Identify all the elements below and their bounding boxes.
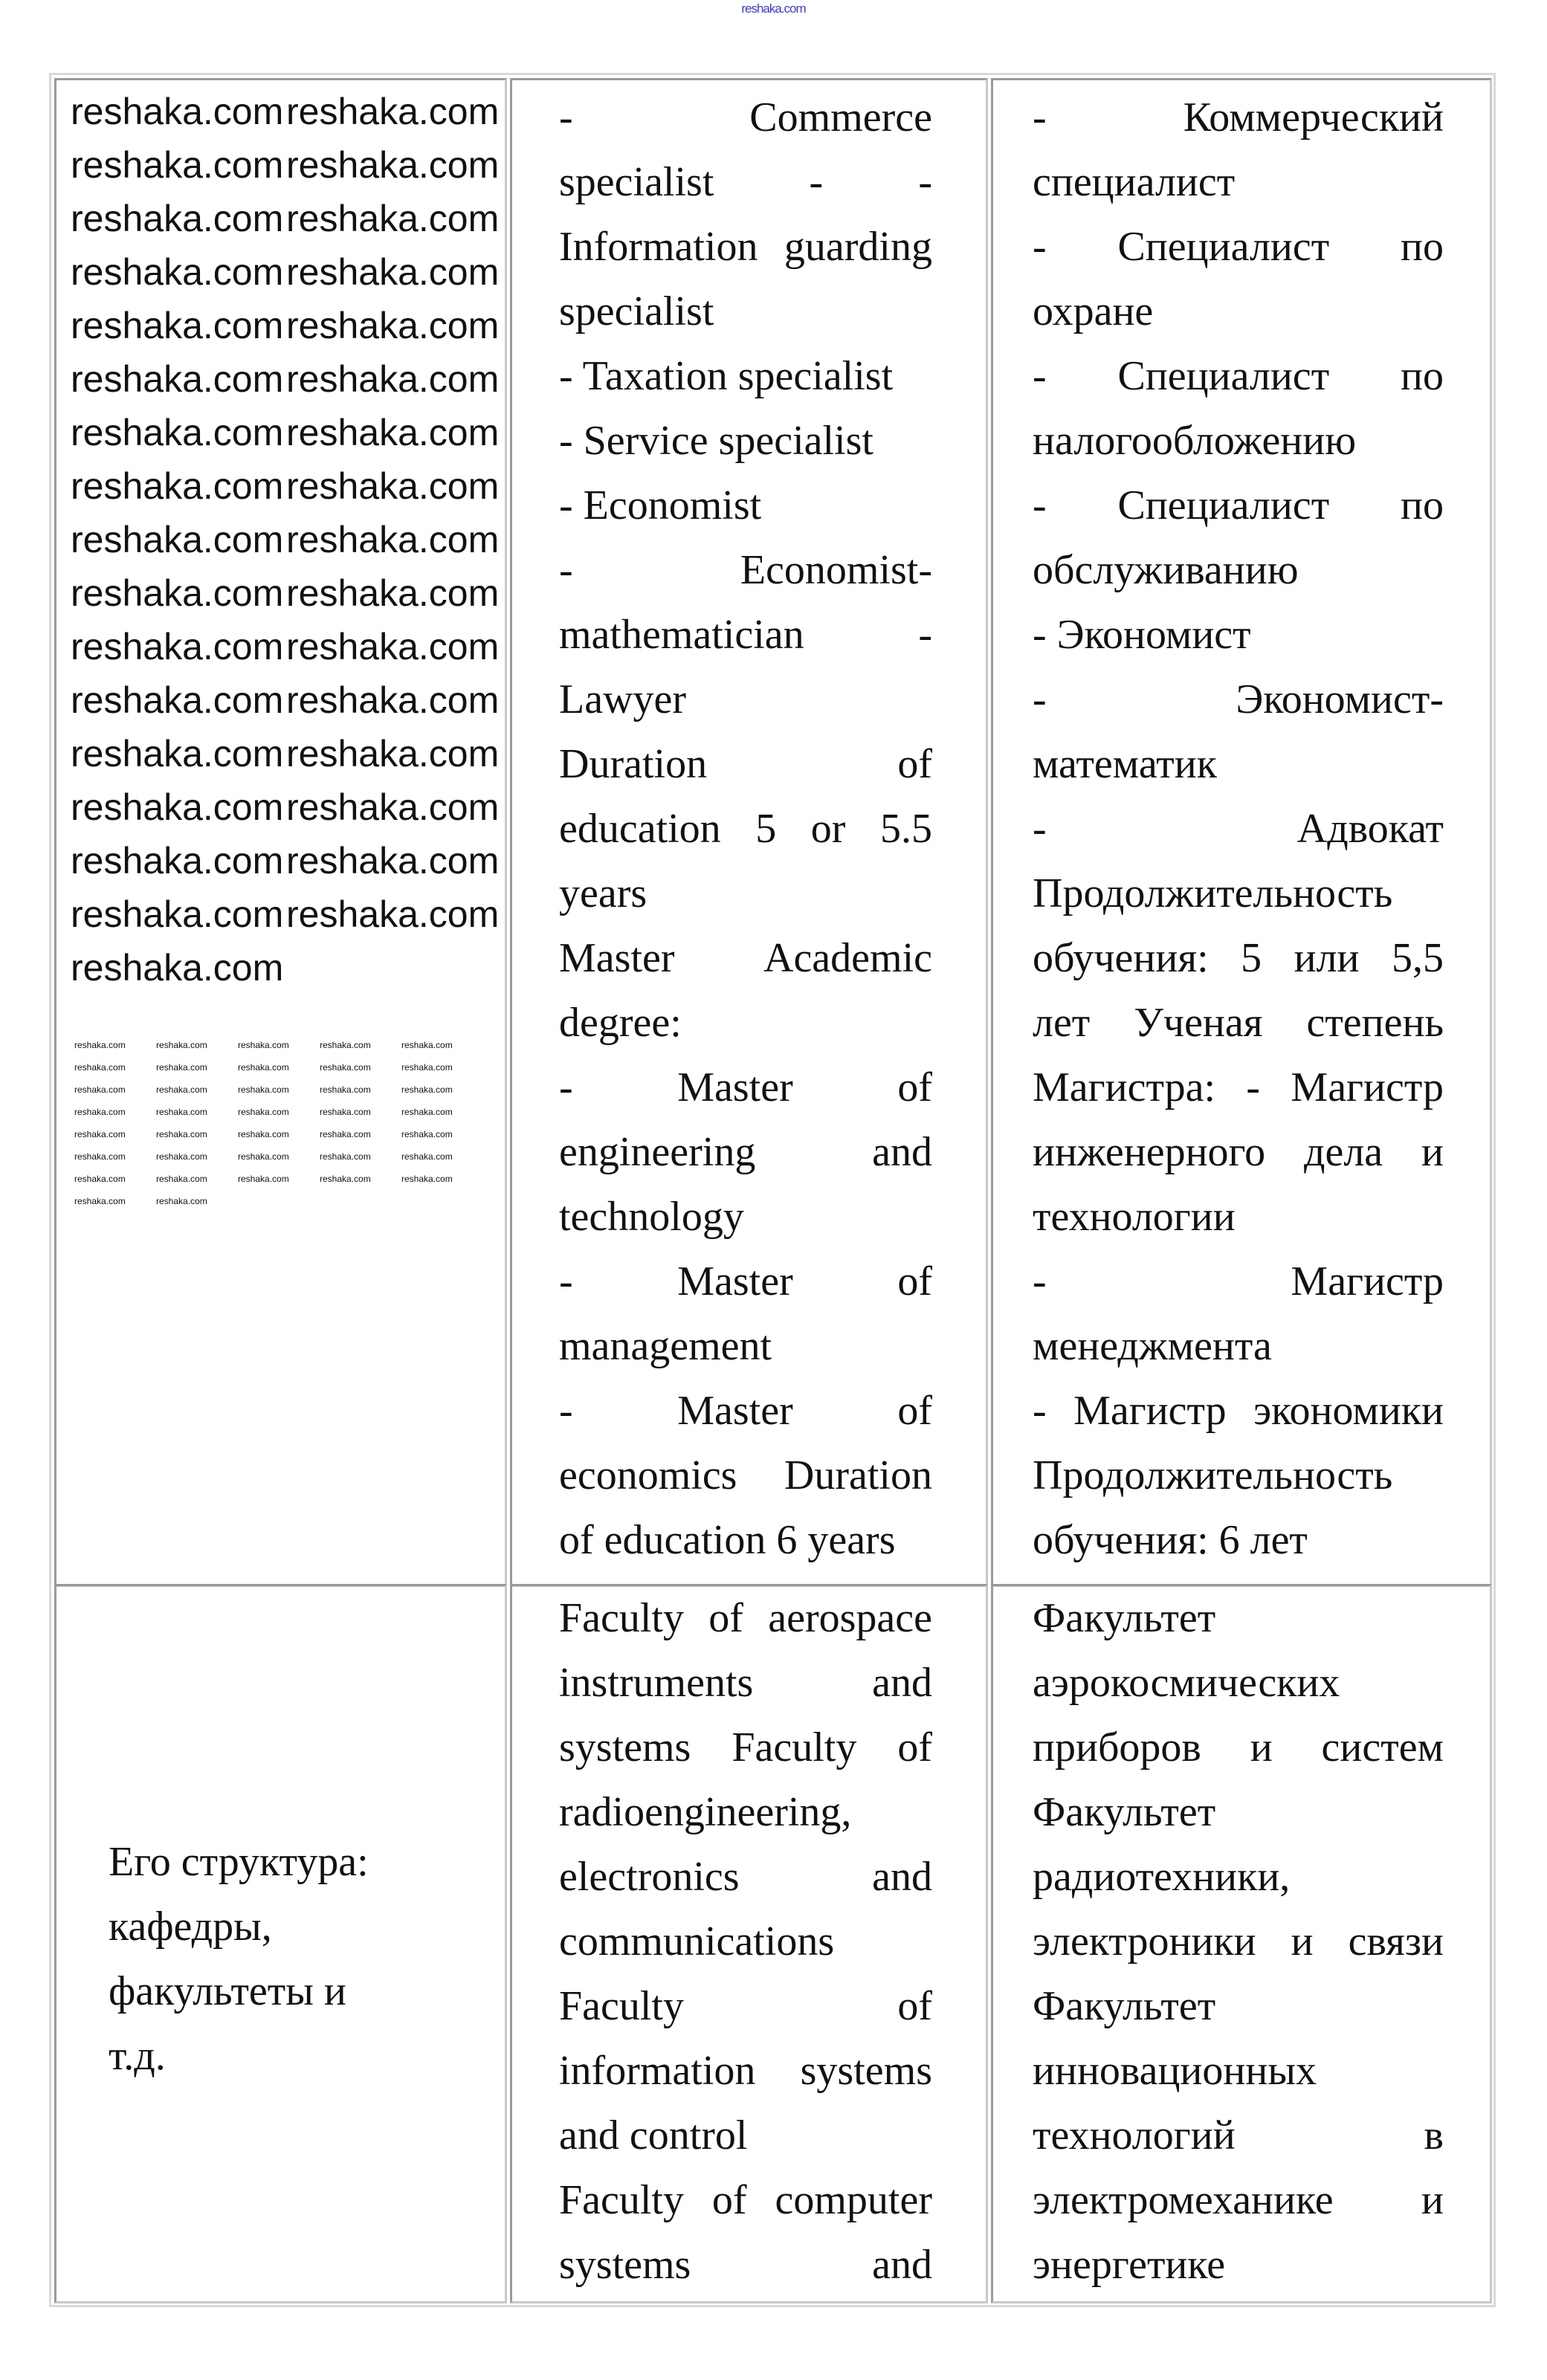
text-line: обслуживанию: [1033, 547, 1299, 593]
text-line: Faculty of: [559, 1983, 932, 2029]
text-line: кафедры,: [109, 1904, 272, 1950]
text-line: technology: [559, 1194, 744, 1240]
watermark-text-small: reshaka.com: [74, 1174, 126, 1184]
watermark-text: reshaka.com: [71, 519, 284, 560]
text-line: information systems: [559, 2048, 932, 2094]
watermark-text-small: reshaka.com: [401, 1129, 453, 1139]
text-line: economics Duration: [559, 1452, 932, 1498]
text-line: лет Ученая степень: [1033, 1000, 1444, 1046]
row1-russian-cell: [991, 78, 1492, 1587]
watermark-text: reshaka.com: [71, 733, 284, 775]
degrees-table: [49, 73, 1496, 2307]
row2-english-text: [559, 1586, 932, 2297]
text-line: электромеханике и: [1033, 2177, 1444, 2223]
watermark-text: reshaka.com: [71, 465, 284, 507]
text-line: энергетике: [1033, 2242, 1226, 2288]
text-line: - Экономист-: [1033, 676, 1444, 722]
watermark-text-small: reshaka.com: [401, 1174, 453, 1184]
text-line: - Адвокат: [1033, 806, 1444, 852]
watermark-text-small: reshaka.com: [238, 1084, 289, 1095]
watermark-text: reshaka.com: [286, 679, 500, 721]
watermark-text-small: reshaka.com: [401, 1062, 453, 1073]
text-line: - Магистр экономики: [1033, 1388, 1444, 1434]
text-line: радиотехники,: [1033, 1854, 1291, 1900]
watermark-text: reshaka.com: [286, 412, 500, 453]
text-line: обучения: 5 или 5,5: [1033, 935, 1444, 981]
watermark-text: reshaka.com: [286, 198, 500, 239]
text-line: systems Faculty of: [559, 1724, 932, 1771]
text-line: mathematician -: [559, 612, 932, 658]
watermark-text-small: reshaka.com: [320, 1174, 371, 1184]
watermark-text-small: reshaka.com: [238, 1062, 289, 1073]
watermark-text: reshaka.com: [286, 626, 500, 667]
text-line: специалист: [1033, 159, 1236, 205]
watermark-text: reshaka.com: [71, 947, 284, 989]
text-line: Master Academic: [559, 935, 932, 981]
watermark-text-small: reshaka.com: [320, 1062, 371, 1073]
watermark-text-small: reshaka.com: [156, 1129, 207, 1139]
text-line: факультеты и: [109, 1968, 346, 2014]
text-line: Duration of: [559, 741, 932, 787]
row1-english-cell: [510, 78, 988, 1587]
text-line: менеджмента: [1033, 1323, 1272, 1369]
text-line: - Taxation specialist: [559, 353, 894, 399]
row2-russian-text: [1033, 1586, 1444, 2297]
watermark-text-small: reshaka.com: [238, 1174, 289, 1184]
text-line: технологии: [1033, 1194, 1236, 1240]
watermark-text: reshaka.com: [286, 465, 500, 507]
watermark-text: reshaka.com: [286, 91, 500, 132]
watermark-text-small: reshaka.com: [156, 1040, 207, 1050]
watermark-text: reshaka.com: [286, 305, 500, 346]
text-line: Faculty of computer: [559, 2177, 932, 2223]
watermark-text: reshaka.com: [286, 733, 500, 775]
watermark-text-small: reshaka.com: [156, 1151, 207, 1162]
text-line: radioengineering,: [559, 1789, 852, 1835]
row2-russian-cell: [991, 1584, 1492, 2303]
text-line: and control: [559, 2112, 748, 2159]
watermark-text-small: reshaka.com: [320, 1151, 371, 1162]
text-line: технологий в: [1033, 2112, 1444, 2159]
text-line: приборов и систем: [1033, 1724, 1444, 1771]
text-line: электроники и связи: [1033, 1918, 1444, 1965]
watermark-text-small: reshaka.com: [74, 1107, 126, 1117]
text-line: Lawyer: [559, 676, 687, 722]
watermark-text-small: reshaka.com: [238, 1151, 289, 1162]
watermark-text: reshaka.com: [71, 572, 284, 614]
text-line: systems and: [559, 2242, 932, 2288]
text-line: Продолжительность: [1033, 870, 1393, 916]
row1-english-text: [559, 85, 932, 1573]
watermark-text: reshaka.com: [71, 251, 284, 293]
text-line: Факультет: [1033, 1595, 1216, 1641]
watermark-text: reshaka.com: [71, 91, 284, 132]
watermark-text-small: reshaka.com: [156, 1084, 207, 1095]
watermark-text: reshaka.com: [71, 412, 284, 453]
text-line: т.д.: [109, 2033, 166, 2079]
watermark-text-small: reshaka.com: [401, 1040, 453, 1050]
text-line: - Economist-: [559, 547, 932, 593]
watermark-text-small: reshaka.com: [74, 1062, 126, 1073]
text-line: математик: [1033, 741, 1217, 787]
watermark-text-small: reshaka.com: [401, 1107, 453, 1117]
text-line: instruments and: [559, 1660, 932, 1706]
text-line: - Commerce: [559, 94, 932, 140]
text-line: аэрокосмических: [1033, 1660, 1340, 1706]
watermark-text-small: reshaka.com: [320, 1040, 371, 1050]
text-line: Факультет: [1033, 1983, 1216, 2029]
text-line: Магистра: - Магистр: [1033, 1064, 1444, 1110]
text-line: - Коммерческий: [1033, 94, 1444, 140]
watermark-text-small: reshaka.com: [238, 1107, 289, 1117]
watermark-text-small: reshaka.com: [74, 1129, 126, 1139]
text-line: инженерного дела и: [1033, 1129, 1444, 1175]
watermark-text: reshaka.com: [286, 893, 500, 935]
watermark-text: reshaka.com: [286, 786, 500, 828]
watermark-text-small: reshaka.com: [156, 1196, 207, 1206]
watermark-text: reshaka.com: [71, 358, 284, 400]
watermark-text-small: reshaka.com: [401, 1151, 453, 1162]
text-line: Faculty of aerospace: [559, 1595, 932, 1641]
header-watermark: reshaka.com: [741, 1, 806, 16]
text-line: - Специалист по: [1033, 224, 1444, 270]
watermark-text: reshaka.com: [71, 893, 284, 935]
text-line: degree:: [559, 1000, 682, 1046]
text-line: specialist: [559, 288, 714, 334]
watermark-text-small: reshaka.com: [238, 1040, 289, 1050]
text-line: налогообложению: [1033, 418, 1357, 464]
watermark-text: reshaka.com: [71, 198, 284, 239]
text-line: охране: [1033, 288, 1154, 334]
text-line: specialist - -: [559, 159, 932, 205]
watermark-text-small: reshaka.com: [74, 1151, 126, 1162]
watermark-text: reshaka.com: [286, 572, 500, 614]
watermark-text-small: reshaka.com: [74, 1196, 126, 1206]
watermark-text-small: reshaka.com: [74, 1040, 126, 1050]
text-line: - Магистр: [1033, 1258, 1444, 1304]
row1-russian-text: [1033, 85, 1444, 1573]
watermark-text-small: reshaka.com: [320, 1084, 371, 1095]
watermark-text-small: reshaka.com: [401, 1084, 453, 1095]
text-line: Information guarding: [559, 224, 932, 270]
watermark-text-small: reshaka.com: [156, 1107, 207, 1117]
watermark-text-small: reshaka.com: [74, 1084, 126, 1095]
text-line: of education 6 years: [559, 1517, 896, 1563]
text-line: - Специалист по: [1033, 482, 1444, 528]
row2-label-text: [109, 1830, 421, 2089]
row2-english-cell: [510, 1584, 988, 2303]
row2-label-cell: [54, 1584, 507, 2303]
text-line: education 5 or 5.5: [559, 806, 932, 852]
text-line: Продолжительность: [1033, 1452, 1393, 1498]
text-line: - Экономист: [1033, 612, 1251, 658]
text-line: - Master of: [559, 1064, 932, 1110]
watermark-text: reshaka.com: [71, 786, 284, 828]
text-line: engineering and: [559, 1129, 932, 1175]
text-line: - Master of: [559, 1258, 932, 1304]
text-line: electronics and: [559, 1854, 932, 1900]
text-line: инновационных: [1033, 2048, 1317, 2094]
watermark-text: reshaka.com: [286, 144, 500, 186]
text-line: - Service specialist: [559, 418, 873, 464]
text-line: обучения: 6 лет: [1033, 1517, 1308, 1563]
watermark-text: reshaka.com: [286, 251, 500, 293]
watermark-text-small: reshaka.com: [320, 1107, 371, 1117]
text-line: Факультет: [1033, 1789, 1216, 1835]
text-line: management: [559, 1323, 772, 1369]
text-line: Его структура:: [109, 1839, 369, 1885]
watermark-text: reshaka.com: [71, 679, 284, 721]
watermark-text-small: reshaka.com: [320, 1129, 371, 1139]
watermark-text: reshaka.com: [286, 840, 500, 882]
watermark-text: reshaka.com: [71, 626, 284, 667]
text-line: years: [559, 870, 647, 916]
watermark-text: reshaka.com: [286, 358, 500, 400]
watermark-text: reshaka.com: [71, 840, 284, 882]
watermark-text: reshaka.com: [71, 305, 284, 346]
watermark-text: reshaka.com: [71, 144, 284, 186]
text-line: - Master of: [559, 1388, 932, 1434]
text-line: - Специалист по: [1033, 353, 1444, 399]
watermark-text-small: reshaka.com: [238, 1129, 289, 1139]
watermark-text-small: reshaka.com: [156, 1174, 207, 1184]
text-line: communications: [559, 1918, 835, 1965]
text-line: - Economist: [559, 482, 762, 528]
watermark-text-small: reshaka.com: [156, 1062, 207, 1073]
watermark-text: reshaka.com: [286, 519, 500, 560]
